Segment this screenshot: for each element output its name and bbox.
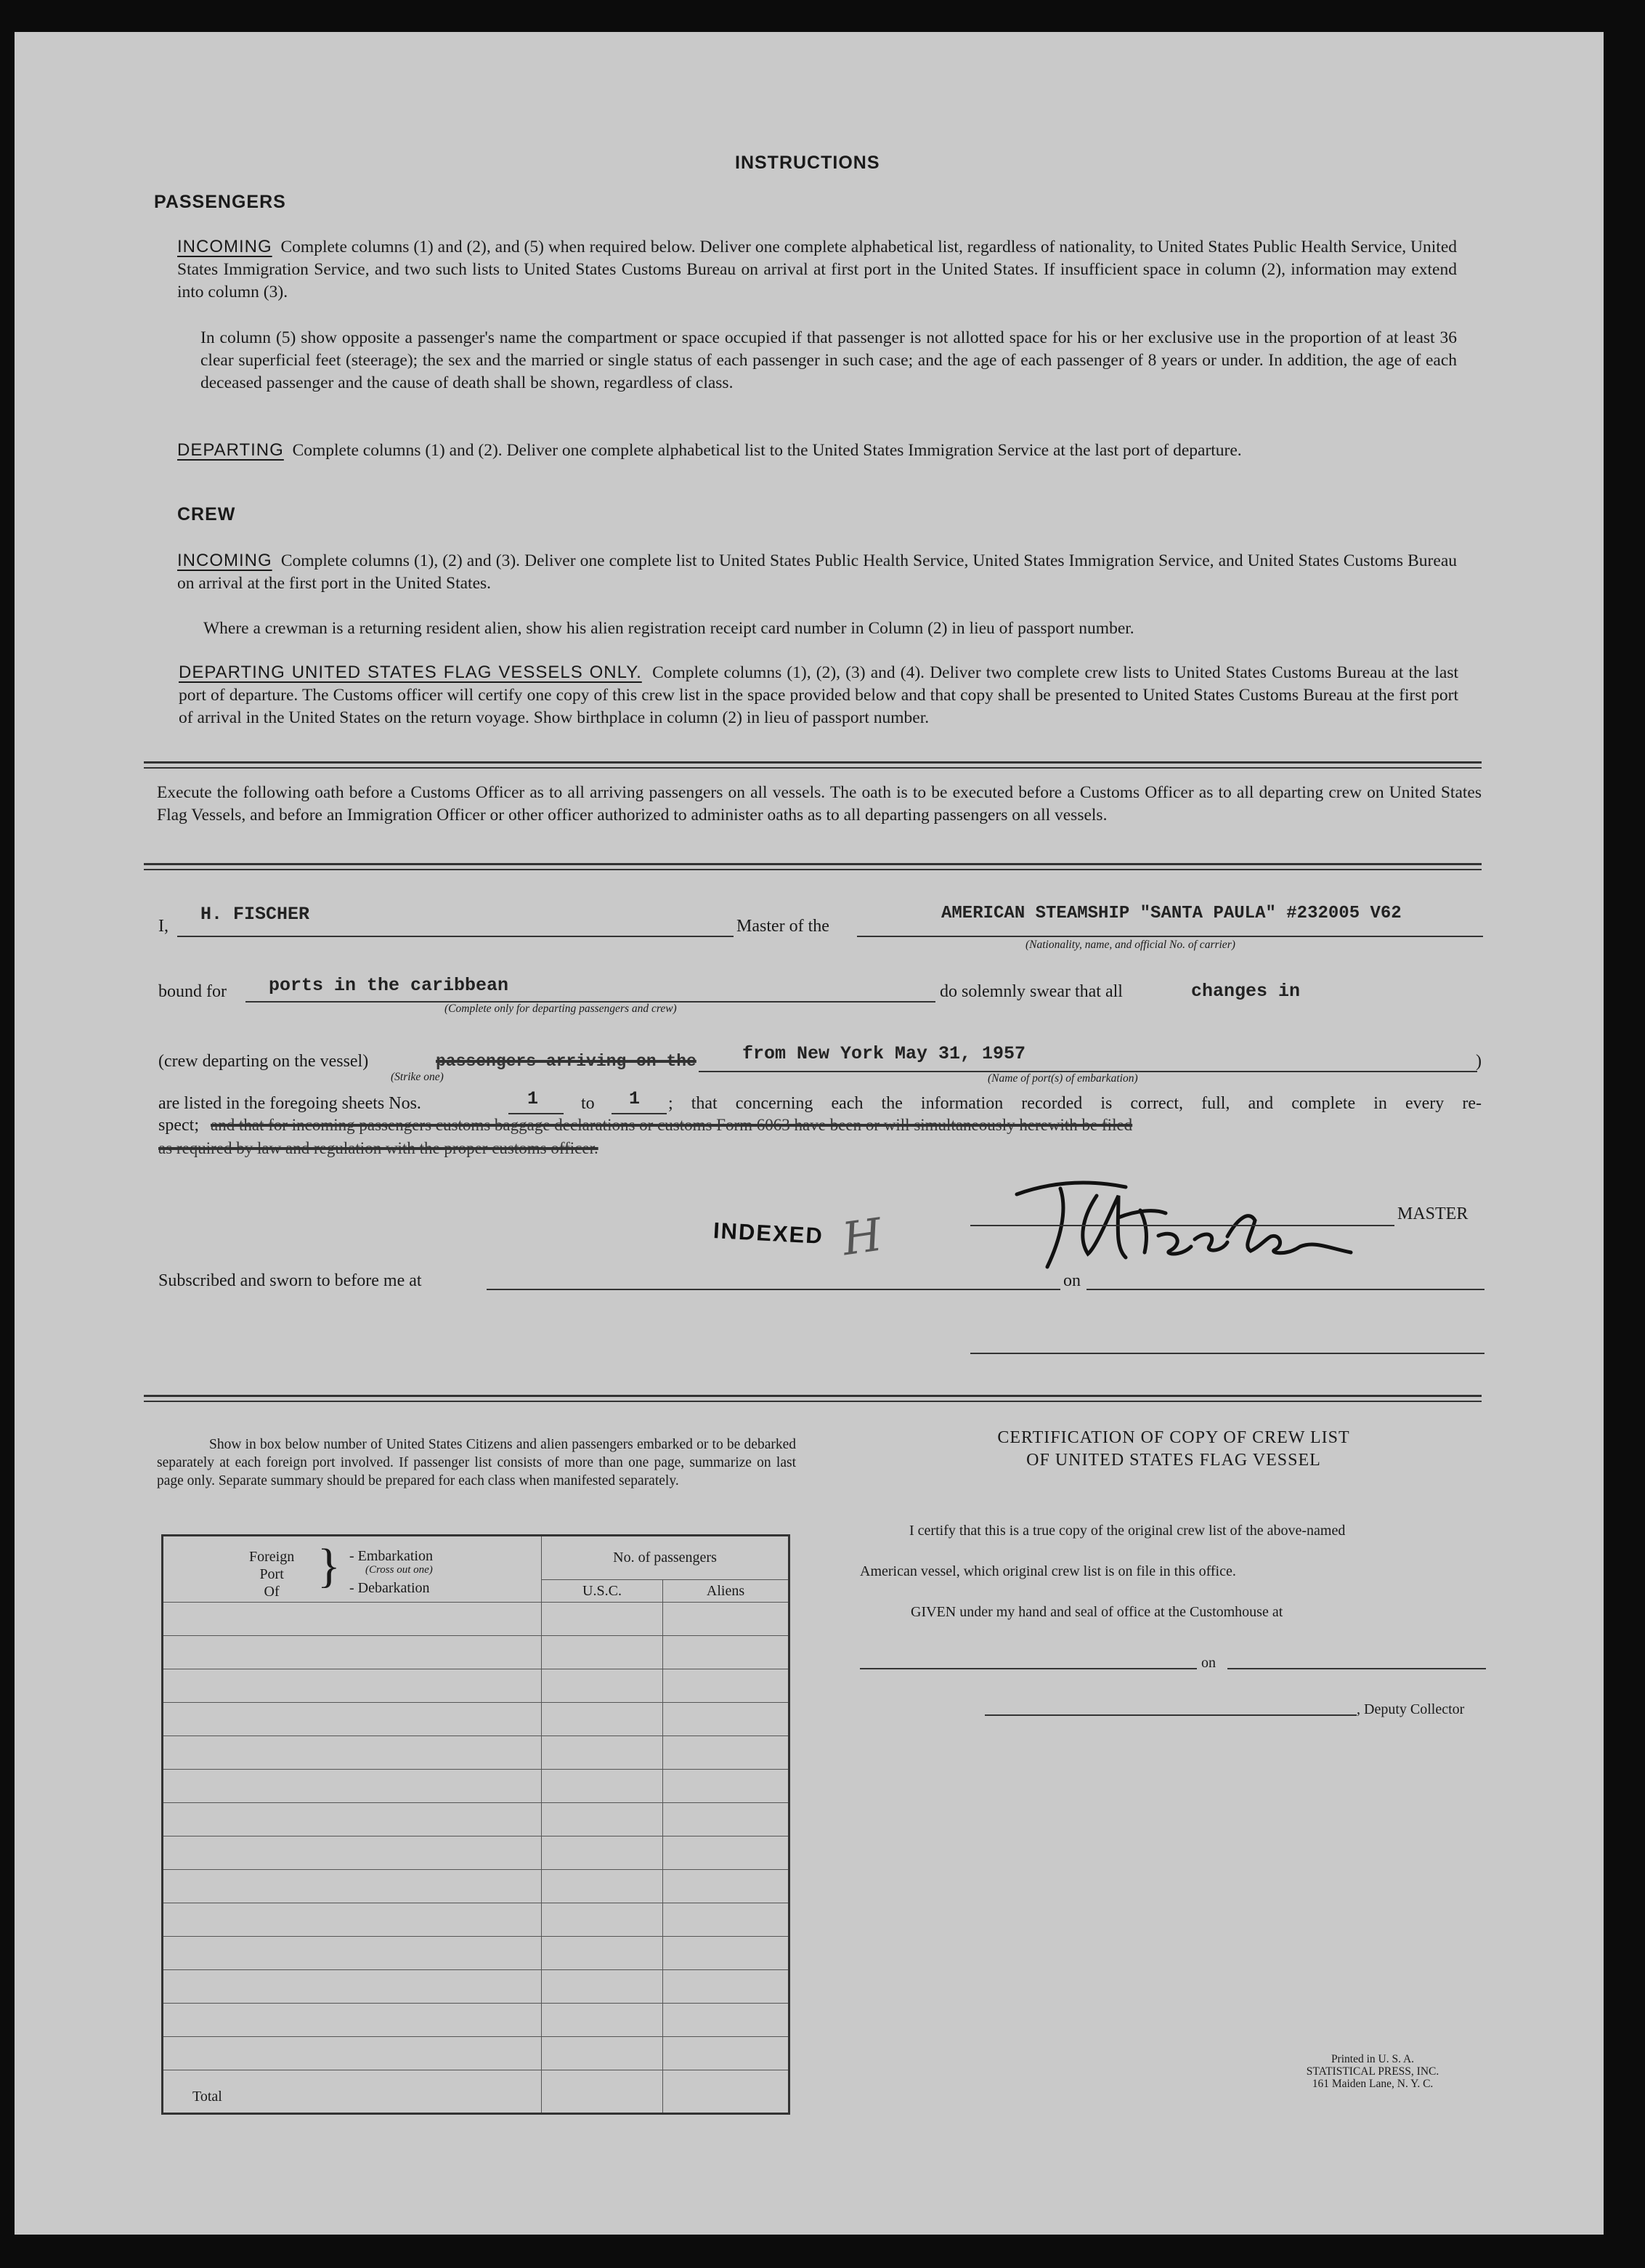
sheet-to-line bbox=[612, 1113, 667, 1114]
table-row bbox=[163, 1903, 789, 1937]
certification-title bbox=[854, 1427, 1493, 1472]
total-label: Total bbox=[163, 2070, 542, 2114]
certification-on-label: on bbox=[1201, 1655, 1216, 1671]
port-cell[interactable] bbox=[163, 1636, 542, 1669]
usc-cell[interactable] bbox=[542, 2004, 663, 2037]
foreign-port-of-label bbox=[249, 1548, 294, 1600]
aliens-cell[interactable] bbox=[663, 2004, 789, 2037]
from-port: from New York May 31, 1957 bbox=[742, 1043, 1026, 1064]
no-of-passengers-header: No. of passengers bbox=[542, 1536, 789, 1580]
summary-rows bbox=[163, 1603, 789, 2070]
aliens-cell[interactable] bbox=[663, 1770, 789, 1803]
swear-label: do solemnly swear that all bbox=[940, 982, 1123, 1001]
master-name-line bbox=[177, 936, 734, 937]
port-cell[interactable] bbox=[163, 1736, 542, 1770]
foreign-word: Foreign bbox=[249, 1549, 295, 1565]
usc-cell[interactable] bbox=[542, 2037, 663, 2070]
crew-heading: CREW bbox=[177, 504, 236, 525]
port-cell[interactable] bbox=[163, 1836, 542, 1870]
vessel-line bbox=[857, 936, 1483, 937]
crew-incoming-label: INCOMING bbox=[177, 551, 272, 570]
table-row bbox=[163, 1770, 789, 1803]
sheet-to: 1 bbox=[629, 1088, 641, 1109]
passengers-heading: PASSENGERS bbox=[154, 192, 286, 212]
port-cell[interactable] bbox=[163, 1870, 542, 1903]
foreign-port-header bbox=[163, 1536, 542, 1603]
certification-line2: American vessel, which original crew list is on file in this office. bbox=[860, 1563, 1236, 1579]
passengers-incoming-paragraph bbox=[177, 235, 1457, 304]
summary-intro-text: Show in box below number of United States Citizens and alien passengers embarked or to be debarked separately at each foreign port involved. If passenger list consists of more than one page, summarize on last page only. Separate summary should be prepared for each class when manifested separately. bbox=[157, 1437, 796, 1489]
aliens-cell[interactable] bbox=[663, 2037, 789, 2070]
total-aliens-cell[interactable] bbox=[663, 2070, 789, 2114]
table-row bbox=[163, 1669, 789, 1703]
table-row bbox=[163, 1870, 789, 1903]
table-row bbox=[163, 1603, 789, 1636]
total-usc-cell[interactable] bbox=[542, 2070, 663, 2114]
aliens-column-header: Aliens bbox=[663, 1580, 789, 1603]
column5-paragraph bbox=[200, 327, 1457, 394]
deputy-collector-line bbox=[985, 1714, 1357, 1716]
column5-text: In column (5) show opposite a passenger's name the compartment or space occupied if that passenger is not allotted space for his or her exclusive use in the proportion of at least 36 clear superficial feet (steerage); the sex and the married or single status of each passenger in such case; and the age of each passenger of 8 years or under. In addition, the age of each deceased passenger and the cause of death shall be shown, regardless of class. bbox=[200, 328, 1457, 392]
subscribed-place-line bbox=[487, 1289, 1060, 1290]
customhouse-place-line bbox=[860, 1668, 1197, 1669]
aliens-cell[interactable] bbox=[663, 1603, 789, 1636]
port-cell[interactable] bbox=[163, 1703, 542, 1736]
struck-passengers-arriving: passengers arriving on the bbox=[436, 1052, 696, 1071]
signature-graphic bbox=[1010, 1167, 1373, 1276]
usc-cell[interactable] bbox=[542, 1703, 663, 1736]
crew-departing-paragraph bbox=[179, 661, 1458, 729]
instructions-title: INSTRUCTIONS bbox=[735, 153, 880, 173]
master-signature-line bbox=[970, 1225, 1394, 1226]
printer-line2: STATISTICAL PRESS, INC. bbox=[1306, 2065, 1439, 2078]
vessel-name: AMERICAN STEAMSHIP "SANTA PAULA" #232005 V62 bbox=[941, 904, 1402, 923]
usc-cell[interactable] bbox=[542, 1736, 663, 1770]
of-word: Of bbox=[264, 1584, 280, 1600]
table-row bbox=[163, 1970, 789, 2004]
divider bbox=[144, 761, 1482, 769]
usc-cell[interactable] bbox=[542, 1803, 663, 1836]
port-cell[interactable] bbox=[163, 2037, 542, 2070]
oath-i-label: I, bbox=[158, 917, 168, 936]
crew-incoming-paragraph bbox=[177, 549, 1457, 595]
crew-departing-text: (crew departing on the vessel) bbox=[158, 1052, 369, 1071]
to-label: to bbox=[581, 1094, 595, 1113]
deputy-collector-label: , Deputy Collector bbox=[1357, 1701, 1465, 1717]
crew-departing-label: DEPARTING UNITED STATES FLAG VESSELS ONLY. bbox=[179, 663, 642, 682]
printer-imprint bbox=[1264, 2053, 1482, 2090]
swear-typed: changes in bbox=[1191, 981, 1301, 1002]
port-caption: (Name of port(s) of embarkation) bbox=[988, 1072, 1138, 1085]
port-cell[interactable] bbox=[163, 1937, 542, 1970]
aliens-cell[interactable] bbox=[663, 1970, 789, 2004]
passengers-incoming-label: INCOMING bbox=[177, 237, 272, 256]
close-paren: ) bbox=[1476, 1052, 1482, 1071]
summary-intro-paragraph bbox=[157, 1435, 796, 1490]
aliens-cell[interactable] bbox=[663, 1669, 789, 1703]
table-row bbox=[163, 1636, 789, 1669]
usc-cell[interactable] bbox=[542, 1770, 663, 1803]
printer-line1: Printed in U. S. A. bbox=[1331, 2053, 1415, 2065]
port-cell[interactable] bbox=[163, 1803, 542, 1836]
port-cell[interactable] bbox=[163, 1903, 542, 1937]
debarkation-label: - Debarkation bbox=[349, 1580, 430, 1596]
usc-cell[interactable] bbox=[542, 1937, 663, 1970]
usc-cell[interactable] bbox=[542, 1636, 663, 1669]
officer-signature-line bbox=[970, 1353, 1484, 1354]
aliens-cell[interactable] bbox=[663, 1703, 789, 1736]
table-row bbox=[163, 1937, 789, 1970]
bound-for-value: ports in the caribbean bbox=[269, 975, 509, 996]
usc-cell[interactable] bbox=[542, 1870, 663, 1903]
table-row bbox=[163, 2037, 789, 2070]
master-name: H. FISCHER bbox=[200, 904, 310, 925]
usc-cell[interactable] bbox=[542, 1669, 663, 1703]
port-word: Port bbox=[259, 1566, 284, 1582]
aliens-cell[interactable] bbox=[663, 1736, 789, 1770]
crew-departing-text: Complete columns (1), (2), (3) and (4). Deliver two complete crew lists to United States Customs Bureau at the last port of departure. The Customs officer will certify one copy of this crew list in the space provided below and that copy shall be presented to United States Customs Bureau at the first port of arrival in the United States on the return voyage. Show birthplace in column (2) in lieu of passport number. bbox=[179, 663, 1459, 727]
crew-resident-paragraph bbox=[203, 617, 1460, 640]
table-row bbox=[163, 1836, 789, 1870]
strike-caption: (Strike one) bbox=[391, 1071, 444, 1083]
certification-date-line bbox=[1227, 1668, 1486, 1669]
aliens-cell[interactable] bbox=[663, 1803, 789, 1836]
table-row bbox=[163, 1736, 789, 1770]
usc-cell[interactable] bbox=[542, 1903, 663, 1937]
certification-line1: I certify that this is a true copy of the original crew list of the above-named bbox=[909, 1523, 1346, 1539]
passengers-incoming-text: Complete columns (1) and (2), and (5) when required below. Deliver one complete alphabetical list, regardless of nationality, to United States Public Health Service, United States Immigration Service, and two such lists to United States Customs Bureau on arrival at first port in the United States. If insufficient space in column (2), information may extend into column (3). bbox=[177, 238, 1457, 301]
crew-incoming-text: Complete columns (1), (2) and (3). Deliver one complete list to United States Public Health Service, United States Immigration Service, and United States Customs Bureau on arrival at the first port in the United States. bbox=[177, 551, 1457, 593]
port-cell[interactable] bbox=[163, 1770, 542, 1803]
cross-out-caption: (Cross out one) bbox=[365, 1564, 433, 1576]
struck-baggage-line1: and that for incoming passengers customs baggage declarations or customs Form 6063 have been or will simultaneously herewith be filed bbox=[211, 1116, 1133, 1134]
subscribed-date-line bbox=[1086, 1289, 1484, 1290]
aliens-cell[interactable] bbox=[663, 1870, 789, 1903]
master-signature bbox=[1010, 1167, 1373, 1276]
crew-resident-text: Where a crewman is a returning resident alien, show his alien registration receipt card number in Column (2) in lieu of passport number. bbox=[203, 619, 1134, 638]
aliens-cell[interactable] bbox=[663, 1937, 789, 1970]
divider bbox=[144, 1395, 1482, 1402]
embarkation-label: - Embarkation bbox=[349, 1548, 433, 1564]
certification-line3: GIVEN under my hand and seal of office at the Customhouse at bbox=[911, 1604, 1283, 1620]
aliens-cell[interactable] bbox=[663, 1836, 789, 1870]
subscribed-label: Subscribed and sworn to before me at bbox=[158, 1271, 422, 1290]
table-row bbox=[163, 2004, 789, 2037]
divider bbox=[144, 863, 1482, 870]
master-of-label: Master of the bbox=[736, 917, 829, 936]
usc-column-header: U.S.C. bbox=[542, 1580, 663, 1603]
bound-caption: (Complete only for departing passengers and crew) bbox=[444, 1003, 677, 1015]
passengers-departing-paragraph bbox=[177, 439, 1457, 462]
oath-intro-text: Execute the following oath before a Customs Officer as to all arriving passengers on all vessels. The oath is to be executed before a Customs Officer as to all departing crew on United States Flag Vessels, and before an Immigration Officer or other officer authorized to administer oaths as to all departing passengers on all vessels. bbox=[157, 783, 1482, 825]
struck-baggage-line2: as required by law and regulation with the proper customs officer. bbox=[158, 1139, 598, 1157]
passengers-departing-label: DEPARTING bbox=[177, 440, 284, 460]
indexed-initial: H bbox=[839, 1207, 885, 1266]
usc-cell[interactable] bbox=[542, 1603, 663, 1636]
vessel-caption: (Nationality, name, and official No. of carrier) bbox=[1025, 939, 1235, 951]
subscribed-on-label: on bbox=[1063, 1271, 1081, 1290]
aliens-cell[interactable] bbox=[663, 1636, 789, 1669]
bound-for-label: bound for bbox=[158, 982, 227, 1001]
port-cell[interactable] bbox=[163, 1669, 542, 1703]
certification-title-line1: CERTIFICATION OF COPY OF CREW LIST bbox=[997, 1428, 1350, 1447]
printer-line3: 161 Maiden Lane, N. Y. C. bbox=[1312, 2078, 1434, 2090]
port-cell[interactable] bbox=[163, 1970, 542, 2004]
usc-cell[interactable] bbox=[542, 1970, 663, 2004]
passenger-summary-table bbox=[161, 1534, 790, 2115]
oath-intro-paragraph bbox=[157, 782, 1482, 827]
concerning-text: ; that concerning each the information recorded is correct, full, and complete in every re- bbox=[668, 1094, 1482, 1113]
master-label: MASTER bbox=[1397, 1204, 1469, 1223]
respect-label: spect; bbox=[158, 1116, 199, 1135]
indexed-stamp: INDEXED bbox=[712, 1218, 824, 1249]
table-row bbox=[163, 1803, 789, 1836]
table-row bbox=[163, 1703, 789, 1736]
usc-cell[interactable] bbox=[542, 1836, 663, 1870]
brace-icon: } bbox=[317, 1539, 341, 1592]
passengers-departing-text: Complete columns (1) and (2). Deliver one complete alphabetical list to the United States Immigration Service at the last port of departure. bbox=[292, 441, 1242, 460]
sheet-from-line bbox=[508, 1113, 564, 1114]
aliens-cell[interactable] bbox=[663, 1903, 789, 1937]
sheet-from: 1 bbox=[527, 1088, 539, 1109]
port-cell[interactable] bbox=[163, 2004, 542, 2037]
port-cell[interactable] bbox=[163, 1603, 542, 1636]
listed-label: are listed in the foregoing sheets Nos. bbox=[158, 1094, 421, 1113]
certification-title-line2: OF UNITED STATES FLAG VESSEL bbox=[1026, 1451, 1321, 1470]
